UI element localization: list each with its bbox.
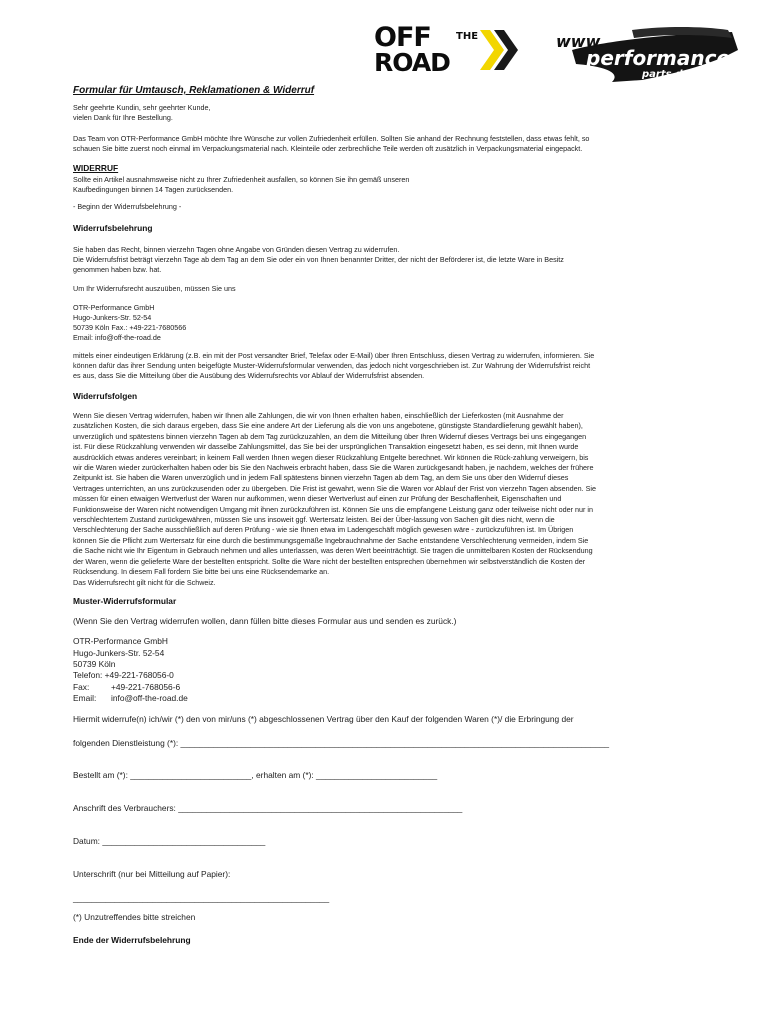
folgen-heading: Widerrufsfolgen [73, 391, 138, 401]
belehrung-heading: Widerrufsbelehrung [73, 223, 153, 233]
logo-off-text: OFF [374, 22, 431, 53]
belehrung-line: Die Widerrufsfrist beträgt vierzehn Tage ab dem Tag an dem Sie oder ein von Ihnen benannter Dritter, der nicht der Beförderer ist, die letzte Ware in Besitz [73, 255, 564, 264]
muster-address-line: Telefon: +49-221-768056-0 [73, 670, 174, 680]
logo-road-text: ROAD [374, 48, 450, 77]
muster-dienstleistung-field[interactable]: folgenden Dienstleistung (*): ____________________________________________________________________________________________ [73, 738, 610, 748]
greeting-line: vielen Dank für Ihre Bestellung. [73, 113, 173, 122]
folgen-line: Vertrages unterrichten, an uns zurückzusenden oder zu übergeben. Die Frist ist gewahrt, wenn Sie die Waren vor Ablauf der Frist von vierzehn Tagen absenden. Sie [73, 483, 596, 493]
off-the-road-logo [372, 24, 522, 76]
folgen-paragraph [73, 411, 698, 588]
folgen-line: müssen für einen etwaigen Wertverlust der Waren nur aufkommen, wenn dieser Wertverlust auf einen zur Prüfung der Beschaffenheit, Eigenschaften und [73, 494, 562, 504]
folgen-line: der Waren, wenn die gelieferte Ware der bestellten entspricht. Sollte die Ware nicht der bestellten entsprechen übernehmen wir selbstverständlich die Kosten der [73, 556, 586, 566]
folgen-line: Rücksendung. In diesem Fall fordern Sie bitte bei uns eine Rücksendemarke an. [73, 567, 330, 577]
muster-fax-label: Fax: [73, 682, 90, 692]
folgen-line: zusätzlichen Kosten, die sich daraus ergeben, dass Sie eine andere Art der Lieferung als die von uns angebotene, günstigste Standardlieferung gewählt haben), [73, 421, 583, 431]
address-line: Hugo-Junkers-Str. 52-54 [73, 313, 152, 322]
folgen-line: Verschlechterung der Sache ausschließlich auf deren Prüfung - wie sie Ihnen etwa im Ladengeschäft möglich gewesen wäre - zurückzuführen ist. Im Übrigen [73, 525, 574, 535]
folgen-line: wir die Waren wieder zurückerhalten haben oder bis Sie den Nachweis erbracht haben, dass Sie die Waren zurückgesandt haben, je nachdem, welches der frühere [73, 463, 594, 473]
bestellt-erhalten-field[interactable]: Bestellt am (*): __________________________, erhalten am (*): __________________________ [73, 770, 438, 780]
page-title: Formular für Umtausch, Reklamationen & Widerruf [73, 85, 315, 96]
address-line: 50739 Köln Fax.: +49-221-7680566 [73, 323, 187, 332]
muster-address-line: 50739 Köln [73, 659, 116, 669]
folgen-line: Das Widerrufsrecht gilt nicht für die Schweiz. [73, 577, 216, 587]
muster-address-line: Hugo-Junkers-Str. 52-54 [73, 648, 165, 658]
intro-line: schauen Sie bitte zuerst noch einmal im Verpackungsmaterial nach. Kleinteile oder zerbrechliche Teile werden oft zusätzlich in Verpackungsmaterial eingepackt. [73, 144, 583, 153]
folgen-line: die Sache nicht wie Ihr Eigentum in Gebrauch nehmen und alles unterlassen, was deren Wert beeinträchtigt. Sie tragen die unmittelbaren Kosten der Rücksendung [73, 546, 593, 556]
belehrung-line: es aus, dass Sie die Mitteilung über die Ausübung des Widerrufsrechts vor Ablauf der Widerrufsfrist absenden. [73, 371, 425, 380]
logo-the-text: THE [456, 31, 479, 42]
unterschrift-label: Unterschrift (nur bei Mitteilung auf Papier): [73, 869, 231, 879]
folgen-line: Zeitpunkt ist. Sie haben die Waren unverzüglich und in jedem Fall spätestens binnen vierzehn Tagen ab dem Tag, an dem Sie uns über den Widerruf dieses [73, 473, 569, 483]
belehrung-begin: - Beginn der Widerrufsbelehrung - [73, 202, 182, 211]
muster-heading: Muster-Widerrufsformular [73, 596, 177, 606]
folgen-line: Funktionsweise der Waren nicht notwendigen Umgang mit ihnen zurückzuführen ist. Können Sie uns die empfangene Leistung ganz oder teilweise nicht oder nur in [73, 504, 593, 514]
intro-line: Das Team von OTR-Performance GmbH möchte Ihre Wünsche zur vollen Zufriedenheit erfüllen. Sollten Sie anhand der Rechnung feststellen, dass etwas fehlt, so [73, 134, 590, 143]
widerruf-line: Kaufbedingungen binnen 14 Tagen zurücksenden. [73, 185, 234, 194]
logo-domain-text: parts.de [642, 69, 690, 80]
belehrung-line: Sie haben das Recht, binnen vierzehn Tagen ohne Angabe von Gründen diesen Vertrag zu widerrufen. [73, 245, 400, 254]
folgen-line: verschlechtertem Zustand zurückgewähren, müssen Sie uns insoweit ggf. Wertersatz leisten. Bei der Über-lassung von Sachen gilt dies nicht, wenn die [73, 515, 555, 525]
belehrung-end: Ende der Widerrufsbelehrung [73, 935, 191, 945]
chevron-arrows-icon [480, 24, 522, 76]
belehrung-line: genommen haben bzw. hat. [73, 265, 162, 274]
folgen-line: ist. Für diese Rückzahlung verwenden wir dasselbe Zahlungsmittel, das Sie bei der ursprünglichen Transaktion eingesetzt haben, es sei denn, mit Ihnen wurde [73, 442, 579, 452]
logo-brand-text: performance [586, 46, 731, 70]
muster-intro: (Wenn Sie den Vertrag widerrufen wollen, dann füllen bitte dieses Formular aus und senden es zurück.) [73, 616, 457, 626]
address-line: Email: info@off-the-road.de [73, 333, 161, 342]
belehrung-line: können dafür das ihrer Sendung unten beigefügte Muster-Widerrufsformular verwenden, das jedoch nicht vorgeschrieben ist. Zur Wahrung der Widerrufsfrist reicht [73, 361, 591, 370]
greeting-line: Sehr geehrte Kundin, sehr geehrter Kunde, [73, 103, 211, 112]
widerruf-heading: WIDERRUF [73, 163, 119, 173]
muster-email-label: Email: [73, 693, 97, 703]
address-line: OTR-Performance GmbH [73, 303, 155, 312]
muster-statement-line: Hiermit widerrufe(n) ich/wir (*) den von mir/uns (*) abgeschlossenen Vertrag über den Kauf der folgenden Waren (*)/ die Erbringung der [73, 714, 574, 724]
muster-address-line: OTR-Performance GmbH [73, 636, 168, 646]
anschrift-field[interactable]: Anschrift des Verbrauchers: _____________________________________________________________ [73, 803, 463, 813]
performance-parts-logo [542, 20, 742, 82]
widerruf-line: Sollte ein Artikel ausnahmsweise nicht zu Ihrer Zufriedenheit ausfallen, so können Sie ihn gemäß unseren [73, 175, 410, 184]
belehrung-line: Um Ihr Widerrufsrecht auszuüben, müssen Sie uns [73, 284, 236, 293]
logo-www-text: www. [556, 32, 606, 51]
muster-email-value: info@off-the-road.de [111, 693, 188, 703]
unzutreffendes-note: (*) Unzutreffendes bitte streichen [73, 912, 196, 922]
folgen-line: können Sie die Pflicht zum Wertersatz für eine durch die bestimmungsgemäße Ingebrauchnahme der Sache entstandene Verschlechterung vermeiden, indem Sie [73, 535, 589, 545]
folgen-line: ausdrücklich etwas anderes vereinbart; in keinem Fall werden Ihnen wegen dieser Rückzahlung Entgelte berechnet. Wir können die Rück-zahlung verweigern, bis [73, 452, 589, 462]
unterschrift-field[interactable]: _______________________________________________________ [73, 893, 330, 903]
muster-fax-value: +49-221-768056-6 [111, 682, 181, 692]
folgen-line: Wenn Sie diesen Vertrag widerrufen, haben wir Ihnen alle Zahlungen, die wir von Ihnen erhalten haben, einschließlich der Lieferkosten (mit Ausnahme der [73, 411, 564, 420]
belehrung-line: mittels einer eindeutigen Erklärung (z.B. ein mit der Post versandter Brief, Telefax oder E-Mail) über Ihren Entschluss, diesen Vertrag zu widerrufen, informieren. Sie [73, 351, 595, 360]
folgen-line: unverzüglich und spätestens binnen vierzehn Tagen ab dem Tag zurückzuzahlen, an dem die Mitteilung über Ihren Widerruf dieses Vertrags bei uns eingegangen [73, 431, 587, 441]
datum-field[interactable]: Datum: ___________________________________ [73, 836, 266, 846]
